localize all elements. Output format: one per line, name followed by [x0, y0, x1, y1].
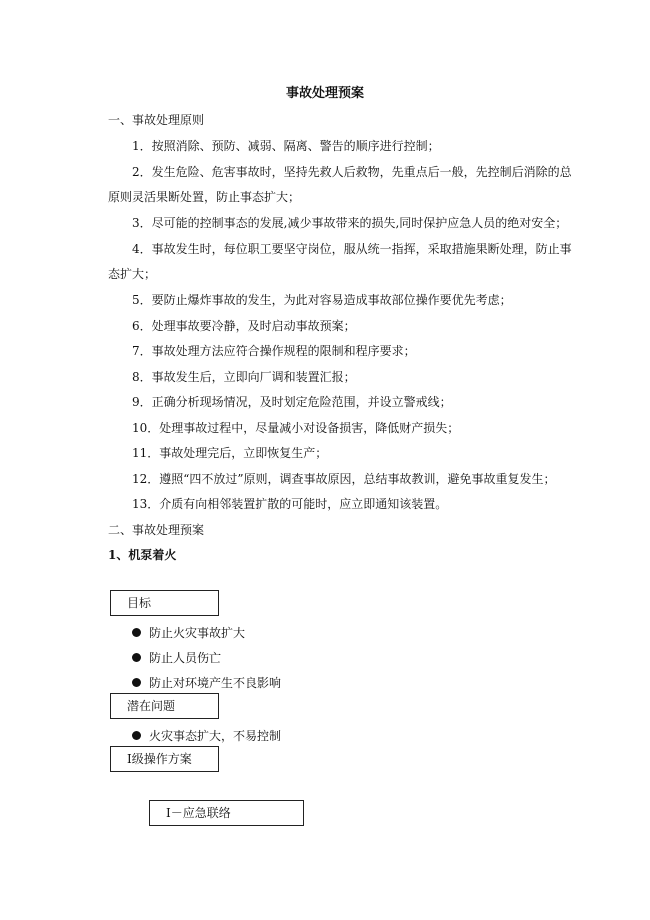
target-box: 目标 — [110, 590, 219, 616]
issue-bullet — [132, 727, 281, 744]
principle-item: 8．事故发生后，立即向厂调和装置汇报； — [132, 370, 356, 384]
principle-item-continuation: 原则灵活果断处置，防止事态扩大； — [108, 190, 301, 204]
issue-box: 潜在问题 — [110, 693, 219, 719]
section-heading-plans: 二、事故处理预案 — [108, 523, 205, 537]
principle-item: 11．事故处理完后，立即恢复生产； — [132, 446, 328, 460]
issue-text: 火灾事态扩大，不易控制 — [149, 729, 282, 743]
bullet-icon — [132, 653, 141, 662]
document-title: 事故处理预案 — [285, 86, 364, 101]
principle-item: 4．事故发生时，每位职工要坚守岗位，服从统一指挥，采取措施果断处理，防止事 — [132, 242, 572, 256]
principle-item: 7．事故处理方法应符合操作规程的限制和程序要求； — [132, 344, 416, 358]
target-text: 防止人员伤亡 — [149, 651, 222, 665]
plan-box: I级操作方案 — [110, 746, 219, 772]
subsection-heading-pump-fire: 1、机泵着火 — [108, 548, 177, 562]
bullet-icon — [132, 678, 141, 687]
target-text: 防止对环境产生不良影响 — [149, 676, 282, 690]
emergency-contact-box: I－应急联络 — [149, 800, 304, 826]
principle-item: 5．要防止爆炸事故的发生，为此对容易造成事故部位操作要优先考虑； — [132, 293, 512, 307]
principle-item: 1．按照消除、预防、减弱、隔离、警告的顺序进行控制； — [132, 139, 440, 153]
bullet-icon — [132, 731, 141, 740]
principle-item: 2．发生危险、危害事故时，坚持先救人后救物，先重点后一般，先控制后消除的总 — [132, 165, 572, 179]
principle-item-continuation: 态扩大； — [108, 267, 157, 281]
target-bullet — [132, 674, 281, 691]
principle-item: 9．正确分析现场情况，及时划定危险范围，并设立警戒线； — [132, 395, 452, 409]
bullet-icon — [132, 628, 141, 637]
section-heading-principles: 一、事故处理原则 — [108, 113, 205, 127]
target-text: 防止火灾事故扩大 — [149, 626, 246, 640]
principle-item: 3．尽可能的控制事态的发展,减少事故带来的损失,同时保护应急人员的绝对安全； — [132, 216, 568, 230]
principle-item: 10．处理事故过程中，尽量减小对设备损害，降低财产损失； — [132, 421, 460, 435]
principle-item: 12．遵照“四不放过”原则，调查事故原因，总结事故教训，避免事故重复发生； — [132, 472, 556, 486]
target-bullet — [132, 624, 245, 641]
principle-item: 6．处理事故要冷静，及时启动事故预案； — [132, 319, 356, 333]
principle-item: 13．介质有向相邻装置扩散的可能时，应立即通知该装置。 — [132, 497, 448, 511]
target-bullet — [132, 649, 221, 666]
